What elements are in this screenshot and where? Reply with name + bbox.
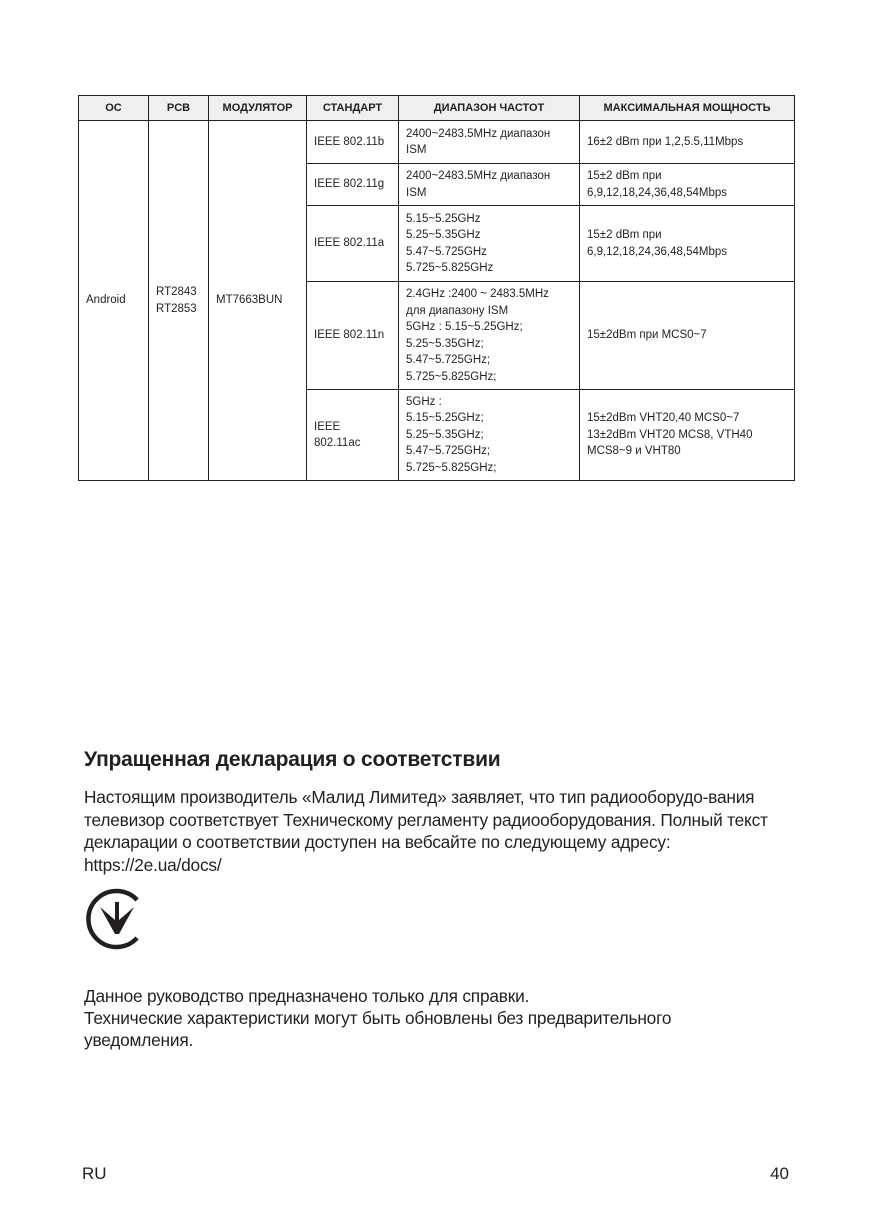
header-standard: СТАНДАРТ — [307, 96, 399, 121]
power-cell: 15±2 dBm при 6,9,12,18,24,36,48,54Mbps — [580, 206, 795, 282]
table-header-row — [79, 96, 795, 121]
range-cell: 2400~2483.5MHz диапазон ISM — [399, 164, 580, 206]
standard-cell: IEEE 802.11n — [307, 282, 399, 390]
disclaimer-note — [84, 985, 784, 1051]
standard-cell: IEEE 802.11ac — [307, 390, 399, 481]
header-os: ОС — [79, 96, 149, 121]
power-cell: 15±2dBm VHT20,40 MCS0~7 13±2dBm VHT20 MCS8, VTH40 MCS8~9 и VHT80 — [580, 390, 795, 481]
standard-cell: IEEE 802.11b — [307, 121, 399, 164]
header-max-power: МАКСИМАЛЬНАЯ МОЩНОСТЬ — [580, 96, 795, 121]
disclaimer-line-2: Технические характеристики могут быть обновлены без предварительного уведомления. — [84, 1008, 672, 1050]
os-cell: Android — [79, 121, 149, 481]
pcb-cell: RT2843 RT2853 — [149, 121, 209, 481]
disclaimer-line-1: Данное руководство предназначено только для справки. — [84, 986, 530, 1006]
modulator-cell: MT7663BUN — [209, 121, 307, 481]
declaration-body: Настоящим производитель «Малид Лимитед» заявляет, что тип радиооборудо-вания телевизор соответствует Техническому регламенту радиооборудования. Полный текст декларации о соответствии доступен на вебсайте по следующему адресу: https://2e.ua/docs/ — [84, 787, 768, 875]
page-number: 40 — [770, 1164, 789, 1183]
footer-language: RU — [82, 1164, 107, 1183]
ua-conformity-mark-icon — [84, 885, 148, 953]
standard-cell: IEEE 802.11g — [307, 164, 399, 206]
power-cell: 16±2 dBm при 1,2,5.5,11Mbps — [580, 121, 795, 164]
declaration-title: Упращенная декларация о соответствии — [84, 748, 501, 771]
header-frequency-range: ДИАПАЗОН ЧАСТОТ — [399, 96, 580, 121]
range-cell: 5.15~5.25GHz 5.25~5.35GHz 5.47~5.725GHz 5.725~5.825GHz — [399, 206, 580, 282]
standard-cell: IEEE 802.11a — [307, 206, 399, 282]
range-cell: 2.4GHz :2400 ~ 2483.5MHz для диапазону ISM 5GHz : 5.15~5.25GHz; 5.25~5.35GHz; 5.47~5.725GHz; 5.725~5.825GHz; — [399, 282, 580, 390]
range-cell: 2400~2483.5MHz диапазон ISM — [399, 121, 580, 164]
range-cell: 5GHz : 5.15~5.25GHz; 5.25~5.35GHz; 5.47~5.725GHz; 5.725~5.825GHz; — [399, 390, 580, 481]
header-pcb: PCB — [149, 96, 209, 121]
header-modulator: МОДУЛЯТОР — [209, 96, 307, 121]
power-cell: 15±2 dBm при 6,9,12,18,24,36,48,54Mbps — [580, 164, 795, 206]
power-cell: 15±2dBm при MCS0~7 — [580, 282, 795, 390]
radio-spec-table — [78, 95, 795, 481]
table-row — [79, 121, 795, 164]
